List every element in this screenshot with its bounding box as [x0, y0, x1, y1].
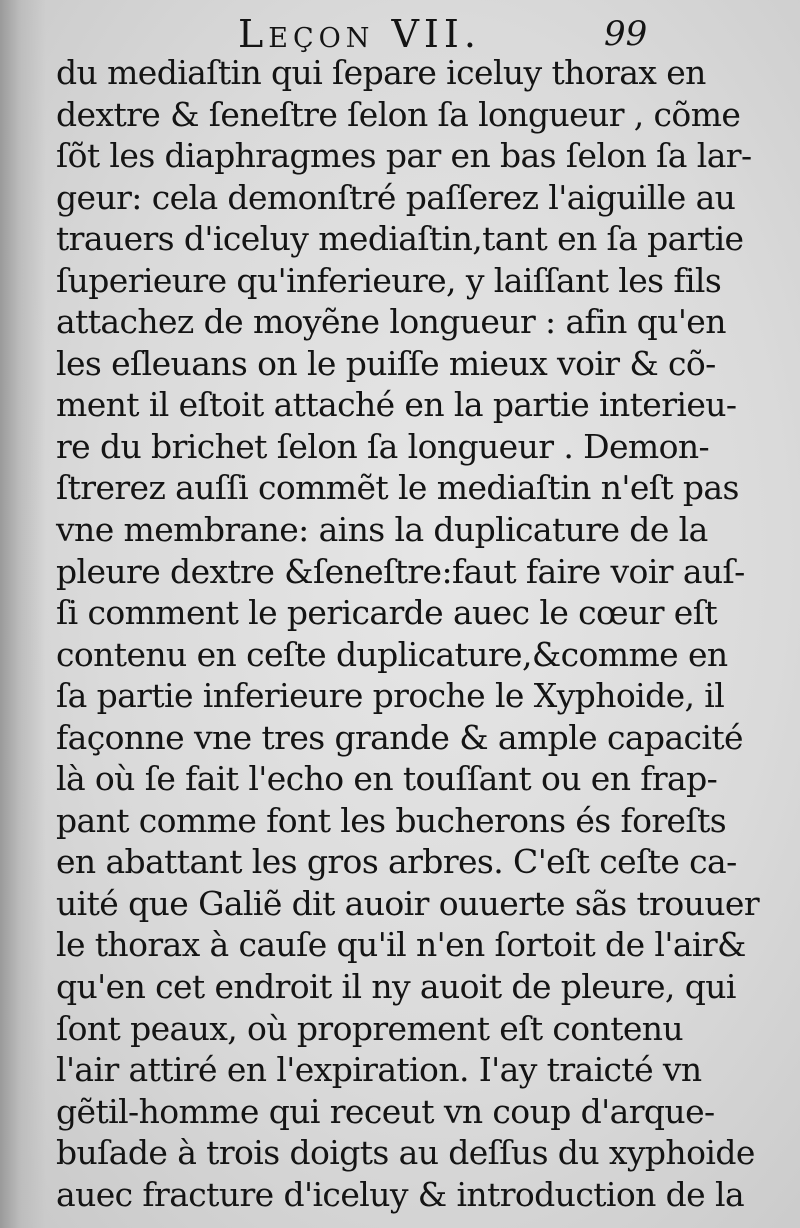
- text-line: auec fracture d'iceluy & introduction de la: [56, 1174, 745, 1214]
- text-line: pleure dextre &ſeneſtre:faut faire voir auſ-: [56, 551, 745, 591]
- text-line: attachez de moyẽne longueur : afin qu'en: [56, 302, 726, 342]
- text-line: du mediaſtin qui ſepare iceluy thorax en: [56, 53, 706, 92]
- text-line: dextre & ſeneſtre ſelon ſa longueur , cõme: [56, 94, 741, 134]
- text-line: geur: cela demonſtré paſſerez l'aiguille au: [56, 177, 736, 217]
- text-line: ſuperieure qu'inferieure, y laiſſant les fils: [56, 260, 722, 300]
- text-line: trauers d'iceluy mediaſtin,tant en ſa partie: [56, 219, 744, 259]
- text-line: gẽtil-homme qui receut vn coup d'arque-: [56, 1091, 715, 1131]
- running-title: Leçon VII.: [238, 12, 481, 56]
- running-head: [0, 4, 800, 54]
- text-line: contenu en ceſte duplicature,&comme en: [56, 634, 728, 674]
- text-line: ſtrerez auſſi commẽt le mediaſtin n'eſt pas: [56, 468, 739, 508]
- text-line: ſi comment le pericarde auec le cœur eſt: [56, 593, 717, 633]
- text-line: l'air attiré en l'expiration. I'ay traicté vn: [56, 1050, 702, 1090]
- body-text: [56, 52, 760, 1215]
- text-line: les eſleuans on le puiſſe mieux voir & cõ-: [56, 343, 716, 383]
- text-line: re du brichet ſelon ſa longueur . Demon-: [56, 426, 710, 466]
- text-line: qu'en cet endroit il ny auoit de pleure, qui: [56, 967, 736, 1007]
- text-line: vne membrane: ains la duplicature de la: [56, 510, 708, 550]
- text-line: ment il eſtoit attaché en la partie interieu-: [56, 385, 737, 425]
- text-line: pant comme font les bucherons és foreſts: [56, 800, 727, 840]
- text-line: ſont peaux, où proprement eſt contenu: [56, 1008, 684, 1048]
- text-line: buſade à trois doigts au deſſus du xyphoide: [56, 1133, 755, 1173]
- text-line: le thorax à cauſe qu'il n'en ſortoit de l'air&: [56, 925, 746, 965]
- gutter-shadow: [0, 0, 46, 1228]
- text-line: façonne vne tres grande & ample capacité: [56, 717, 743, 757]
- text-line: là où ſe fait l'echo en touſſant ou en frap-: [56, 759, 718, 799]
- text-line: en abattant les gros arbres. C'eſt ceſte ca-: [56, 842, 737, 882]
- text-line: ſa partie inferieure proche le Xyphoide, il: [56, 676, 725, 716]
- text-line: uité que Galiẽ dit auoir ouuerte sãs trouuer: [56, 883, 760, 923]
- text-line: ſõt les diaphragmes par en bas ſelon ſa lar-: [56, 136, 752, 176]
- page-number: 99: [604, 14, 648, 54]
